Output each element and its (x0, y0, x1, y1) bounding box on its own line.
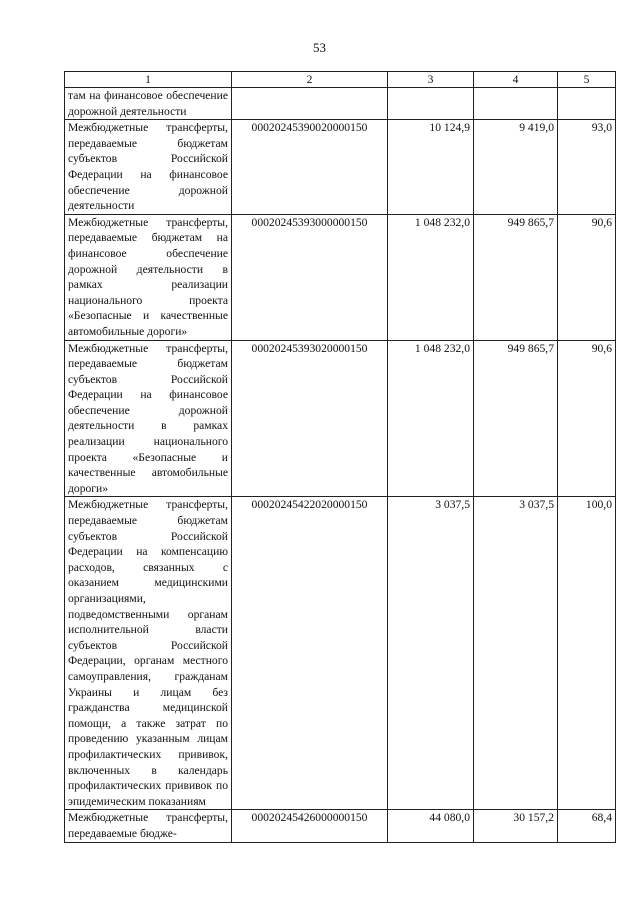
row-col4: 949 865,7 (474, 214, 558, 340)
table-header-row (65, 72, 616, 88)
column-header-2: 2 (232, 72, 388, 88)
row-col3: 3 037,5 (388, 497, 474, 810)
row-col5: 90,6 (558, 340, 616, 497)
table-row (65, 497, 616, 810)
row-col5: 93,0 (558, 120, 616, 215)
row-col4: 9 419,0 (474, 120, 558, 215)
table-row (65, 810, 616, 842)
row-col5: 68,4 (558, 810, 616, 842)
row-name: Межбюджетные трансферты, передаваемые бюджетам на финансовое обеспечение дорожной деятельности в рамках реализации национального проекта «Безопасные и качественные автомобильные дороги» (65, 214, 232, 340)
row-code: 00020245390020000150 (232, 120, 388, 215)
column-header-1: 1 (65, 72, 232, 88)
row-code: 00020245393000000150 (232, 214, 388, 340)
column-header-4: 4 (474, 72, 558, 88)
budget-table (64, 71, 616, 843)
row-name: Межбюджетные трансферты, передаваемые бюджетам субъектов Российской Федерации на финансовое обеспечение дорожной деятельности (65, 120, 232, 215)
column-header-5: 5 (558, 72, 616, 88)
page-number: 53 (313, 40, 326, 55)
row-code: 00020245393020000150 (232, 340, 388, 497)
row-col3: 1 048 232,0 (388, 340, 474, 497)
row-col5: 100,0 (558, 497, 616, 810)
row-col4: 3 037,5 (474, 497, 558, 810)
row-col3: 10 124,9 (388, 120, 474, 215)
row-name: Межбюджетные трансферты, передаваемые бюджетам субъектов Российской Федерации на финансовое обеспечение дорожной деятельности в рамках реализации национального проекта «Безопасные и качественные автомобильные дороги» (65, 340, 232, 497)
column-header-3: 3 (388, 72, 474, 88)
table-row (65, 120, 616, 215)
row-name: там на финансовое обеспечение дорожной деятельности (65, 88, 232, 120)
table-row (65, 340, 616, 497)
row-col3: 1 048 232,0 (388, 214, 474, 340)
row-col3 (388, 88, 474, 120)
table-row (65, 88, 616, 120)
row-col4 (474, 88, 558, 120)
table-row (65, 214, 616, 340)
row-name: Межбюджетные трансферты, передаваемые бюдже- (65, 810, 232, 842)
row-code: 00020245422020000150 (232, 497, 388, 810)
row-col3: 44 080,0 (388, 810, 474, 842)
row-col5 (558, 88, 616, 120)
row-name: Межбюджетные трансферты, передаваемые бюджетам субъектов Российской Федерации на компенсацию расходов, связанных с оказанием медицинскими организациями, подведомственными органам исполнительной власти субъектов Российской Федерации, органам местного самоуправления, гражданам Украины и лицам без гражданства медицинской помощи, а также затрат по проведению указанным лицам профилактических прививок, включенных в календарь профилактических прививок по эпидемическим показаниям (65, 497, 232, 810)
row-code: 00020245426000000150 (232, 810, 388, 842)
row-col4: 949 865,7 (474, 340, 558, 497)
row-col4: 30 157,2 (474, 810, 558, 842)
row-code (232, 88, 388, 120)
row-col5: 90,6 (558, 214, 616, 340)
